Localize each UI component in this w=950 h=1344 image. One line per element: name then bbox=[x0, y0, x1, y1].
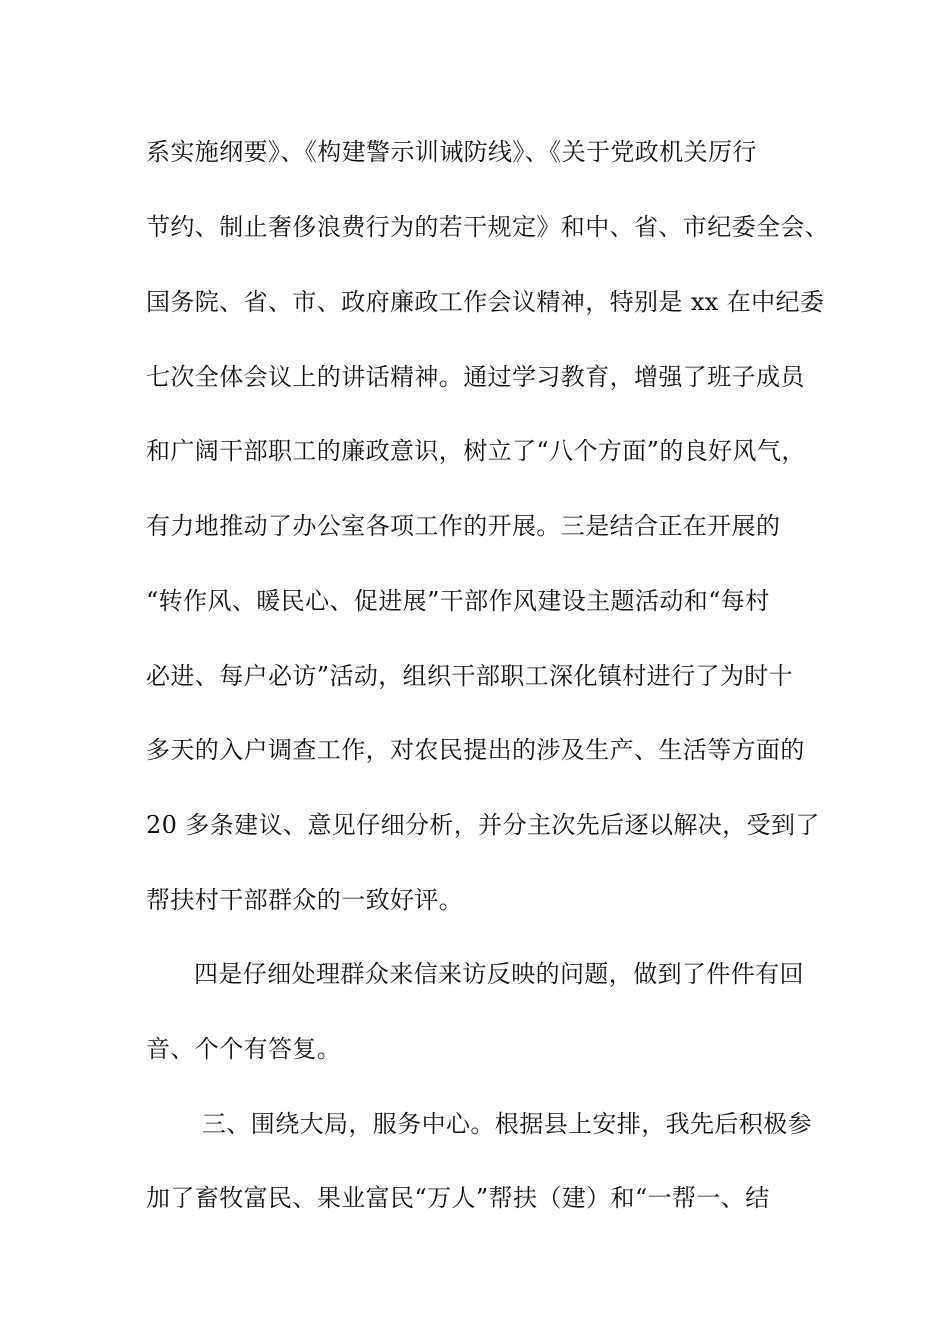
text-line: 有力地推动了办公室各项工作的开展。三是结合正在开展的 bbox=[146, 512, 781, 540]
text-line: 和广阔干部职工的廉政意识，树立了“八个方面”的良好风气， bbox=[146, 437, 806, 465]
text-line: 加了畜牧富民、果业富民“万人”帮扶（建）和“一帮一、结 bbox=[146, 1184, 770, 1212]
text-line: 多天的入户调查工作，对农民提出的涉及生产、生活等方面的 bbox=[146, 736, 805, 764]
text-line: 音、个个有答复。 bbox=[146, 1035, 342, 1063]
text-line: 20 多条建议、意见仔细分析，并分主次先后逐以解决，受到了 bbox=[146, 811, 820, 839]
section-heading-line: 三、围绕大局，服务中心。根据县上安排，我先后积极参 bbox=[202, 1110, 812, 1138]
text-line: 帮扶村干部群众的一致好评。 bbox=[146, 886, 464, 914]
text-line: 必进、每户必访”活动，组织干部职工深化镇村进行了为时十 bbox=[146, 662, 794, 690]
text-line: 七次全体会议上的讲话精神。通过学习教育，增强了班子成员 bbox=[146, 363, 805, 391]
text-line: “转作风、暖民心、促进展”干部作风建设主题活动和“每村 bbox=[146, 587, 770, 615]
text-line: 系实施纲要》、《构建警示训诫防线》、《关于党政机关厉行 bbox=[146, 138, 757, 166]
text-line: 节约、制止奢侈浪费行为的若干规定》和中、省、市纪委全会、 bbox=[146, 213, 830, 241]
paragraph-first-line: 四是仔细处理群众来信来访反映的问题，做到了件件有回 bbox=[194, 960, 804, 988]
text-line: 国务院、省、市、政府廉政工作会议精神，特别是 xx 在中纪委 bbox=[146, 288, 825, 316]
